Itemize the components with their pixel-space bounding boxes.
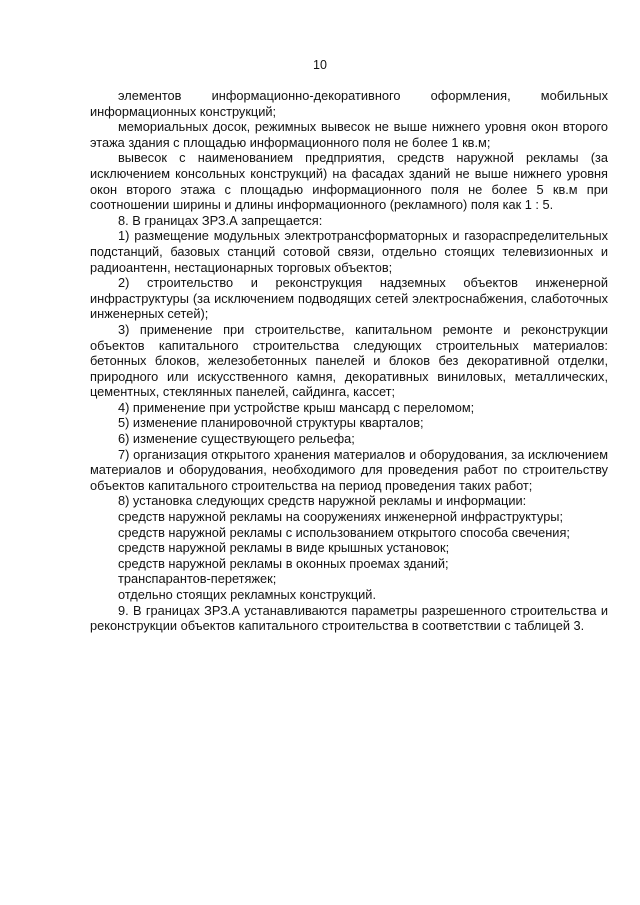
paragraph-18: отдельно стоящих рекламных конструкций. — [118, 587, 377, 602]
paragraph-19: 9. В границах ЗРЗ.А устанавливаются параметры разрешенного строительства и реконструкции объектов капитального строительства в соответствии с таблицей 3. — [90, 602, 608, 634]
paragraph-7: 3) применение при строительстве, капитальном ремонте и реконструкции объектов капитального строительства следующих строительных материалов: бетонных блоков, железобетонных панелей и блоков без декоративной отделки, природного или искусственного камня, декоративных виниловых, металлических, цементных, стеклянных панелей, сайдинга, кассет; — [90, 321, 608, 400]
paragraph-17: транспарантов-перетяжек; — [118, 571, 277, 587]
paragraph-9: 5) изменение планировочной структуры кварталов; — [118, 415, 424, 431]
paragraph-5: 1) размещение модульных электротрансформаторных и газораспределительных подстанций, базовых станций сотовой связи, отдельно стоящих телевизионных и радиоантенн, нестационарных торговых объектов; — [90, 228, 608, 275]
paragraph-11: 7) организация открытого хранения материалов и оборудования, за исключением материалов и оборудования, необходимого для проведения работ по строительству объектов капитального строительства на период проведения таких работ; — [90, 446, 608, 493]
paragraph-6: 2) строительство и реконструкция надземных объектов инженерной инфраструктуры (за исключением подводящих сетей электроснабжения, слаботочных инженерных сетей); — [90, 275, 608, 322]
document-body — [90, 88, 608, 634]
paragraph-10: 6) изменение существующего рельефа; — [118, 431, 355, 447]
paragraph-13: средств наружной рекламы на сооружениях инженерной инфраструктуры; — [118, 509, 564, 525]
paragraph-12: 8) установка следующих средств наружной рекламы и информации: — [118, 493, 527, 509]
paragraph-14: средств наружной рекламы с использованием открытого способа свечения; — [118, 524, 570, 540]
page-number: 10 — [313, 58, 327, 72]
paragraph-2: мемориальных досок, режимных вывесок не выше нижнего уровня окон второго этажа здания с площадью информационного поля не более 1 кв.м; — [90, 119, 608, 150]
paragraph-16: средств наружной рекламы в оконных проемах зданий; — [118, 555, 449, 571]
paragraph-8: 4) применение при устройстве крыш мансард с переломом; — [118, 399, 475, 415]
paragraph-4: 8. В границах ЗРЗ.А запрещается: — [118, 212, 323, 228]
paragraph-15: средств наружной рекламы в виде крышных установок; — [118, 540, 450, 556]
paragraph-1: элементов информационно-декоративного оформления, мобильных информационных конструкций; — [90, 88, 608, 119]
paragraph-3: вывесок с наименованием предприятия, средств наружной рекламы (за исключением консольных конструкций) на фасадах зданий не выше нижнего уровня окон второго этажа с площадью информационного поля не более 5 кв.м при соотношении ширины и длины информационного (рекламного) поля как 1 : 5. — [90, 150, 608, 213]
